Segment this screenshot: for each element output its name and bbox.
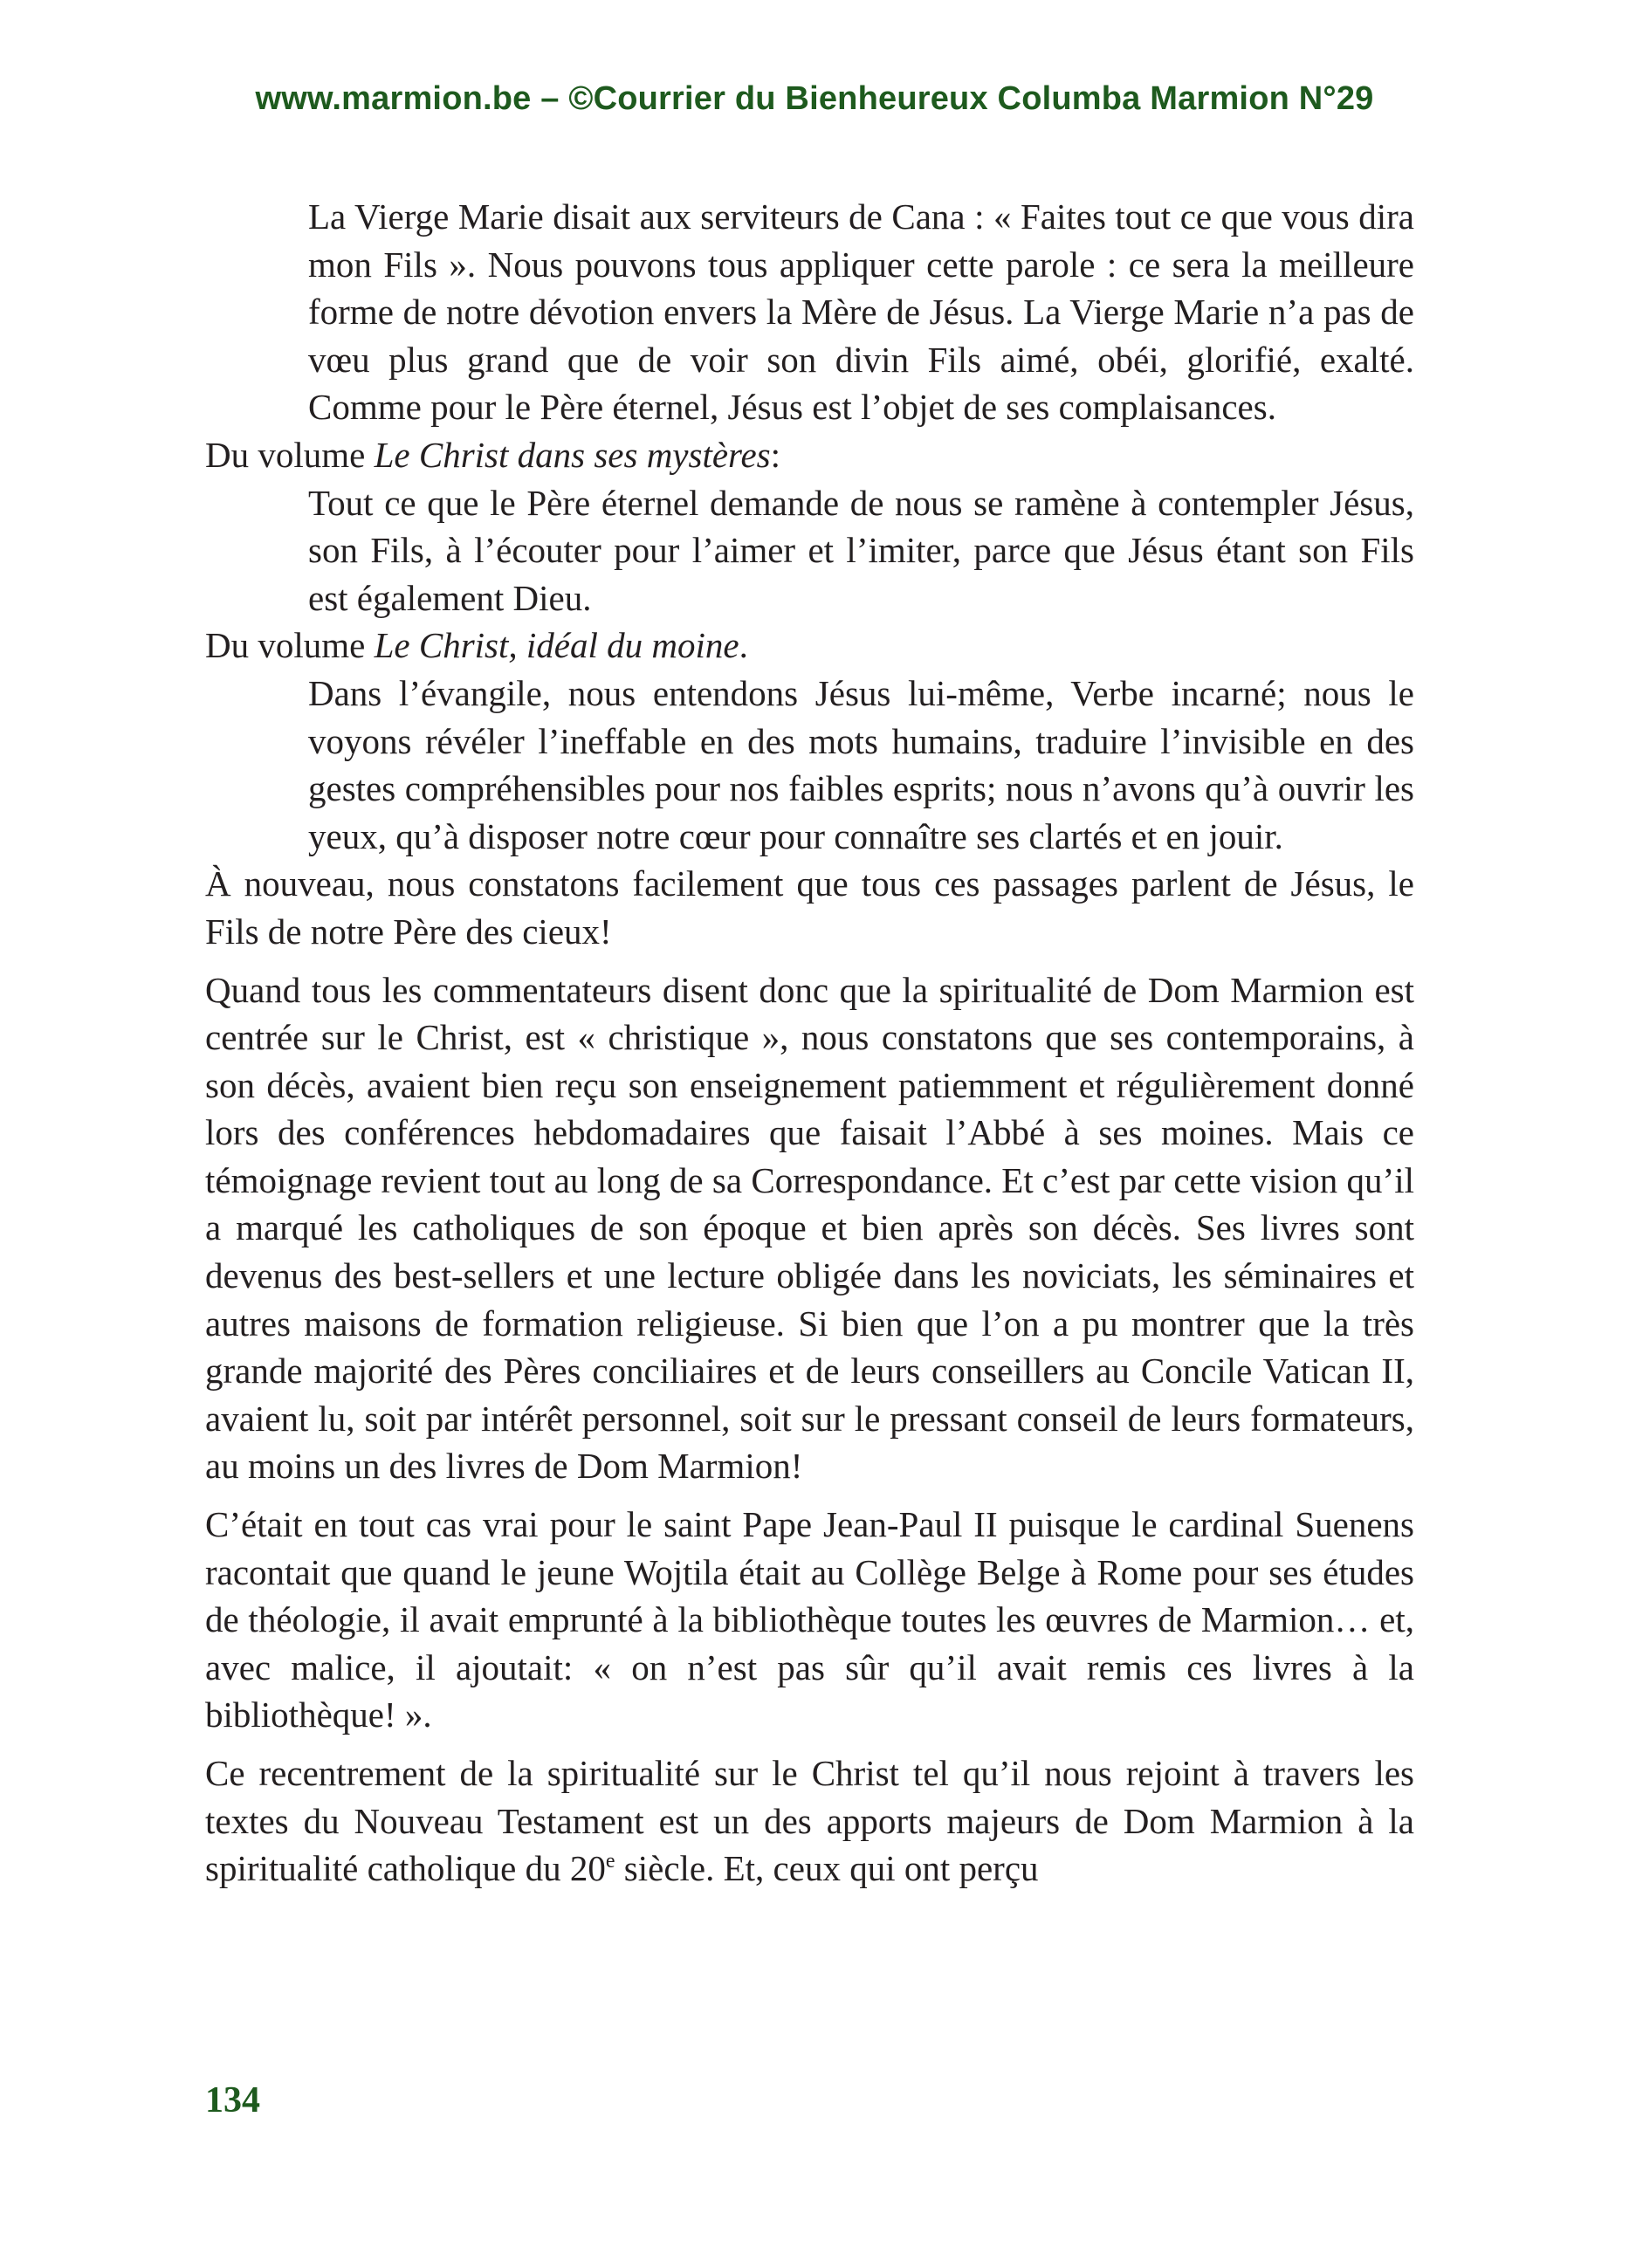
book-title-2: Le Christ, idéal du moine xyxy=(374,625,739,666)
running-header: www.marmion.be – ©Courrier du Bienheureux Columba Marmion N°29 xyxy=(255,80,1374,117)
source-line-1: Du volume Le Christ dans ses mystères: xyxy=(205,434,781,475)
paragraph: Quand tous les commentateurs disent donc que la spiritualité de Dom Marmion est centrée sur le Christ, est « christique », nous constatons que ses contemporains, à son décès, avaient bien reçu son enseignement patiemment et régulièrement donné lors des conférences hebdomadaires que faisait l’Abbé à ses moines. Mais ce témoignage revient tout au long de sa Correspondance. Et c’est par cette vision qu’il a marqué les catholiques de son époque et bien après son décès. Ses livres sont devenus des best-sellers et une lecture obligée dans les noviciats, les séminaires et autres maisons de formation religieuse. Si bien que l’on a pu montrer que la très grande majorité des Pères conciliaires et de leurs conseillers au Concile Vatican II, avaient lu, soit par intérêt personnel, soit sur le pressant conseil de leurs formateurs, au moins un des livres de Dom Marmion! xyxy=(205,969,1414,1487)
source-line-2: Du volume Le Christ, idéal du moine. xyxy=(205,625,748,666)
quote-block-3: Dans l’évangile, nous entendons Jésus lui-même, Verbe incarné; nous le voyons révéler l’ineffable en des mots humains, traduire l’invisible en des gestes compréhensibles pour nos faibles esprits; nous n’avons qu’à ouvrir les yeux, qu’à disposer notre cœur pour connaître ses clartés et en jouir. xyxy=(308,672,1414,856)
paragraph: C’était en tout cas vrai pour le saint Pape Jean-Paul II puisque le cardinal Suenens racontait que quand le jeune Wojtila était au Collège Belge à Rome pour ses études de théologie, il avait emprunté à la bibliothèque toutes les œuvres de Marmion… et, avec malice, il ajoutait: « on n’est pas sûr qu’il avait remis ces livres à la bibliothèque! ». xyxy=(205,1504,1414,1735)
paragraph: À nouveau, nous constatons facilement que tous ces passages parlent de Jésus, le Fils de notre Père des cieux! xyxy=(205,863,1414,952)
book-title-1: Le Christ dans ses mystères xyxy=(374,434,771,475)
paragraph-last: Ce recentrement de la spiritualité sur le Christ tel qu’il nous rejoint à travers les textes du Nouveau Testament est un des apports majeurs de Dom Marmion à la spiritualité catholique du 20e siècle. Et, ceux qui ont perçu xyxy=(205,1753,1414,1889)
page-number: 134 xyxy=(205,2080,260,2120)
quote-block-1: La Vierge Marie disait aux serviteurs de Cana : « Faites tout ce que vous dira mon Fils ». Nous pouvons tous appliquer cette parole : ce sera la meilleure forme de notre dévotion envers la Mère de Jésus. La Vierge Marie n’a pas de vœu plus grand que de voir son divin Fils aimé, obéi, glorifié, exalté. Comme pour le Père éternel, Jésus est l’objet de ses complaisances. xyxy=(308,196,1414,428)
quote-block-2: Tout ce que le Père éternel demande de nous se ramène à contempler Jésus, son Fils, à l’écouter pour l’aimer et l’imiter, parce que Jésus étant son Fils est également Dieu. xyxy=(308,482,1414,618)
page-body xyxy=(205,193,1414,1893)
